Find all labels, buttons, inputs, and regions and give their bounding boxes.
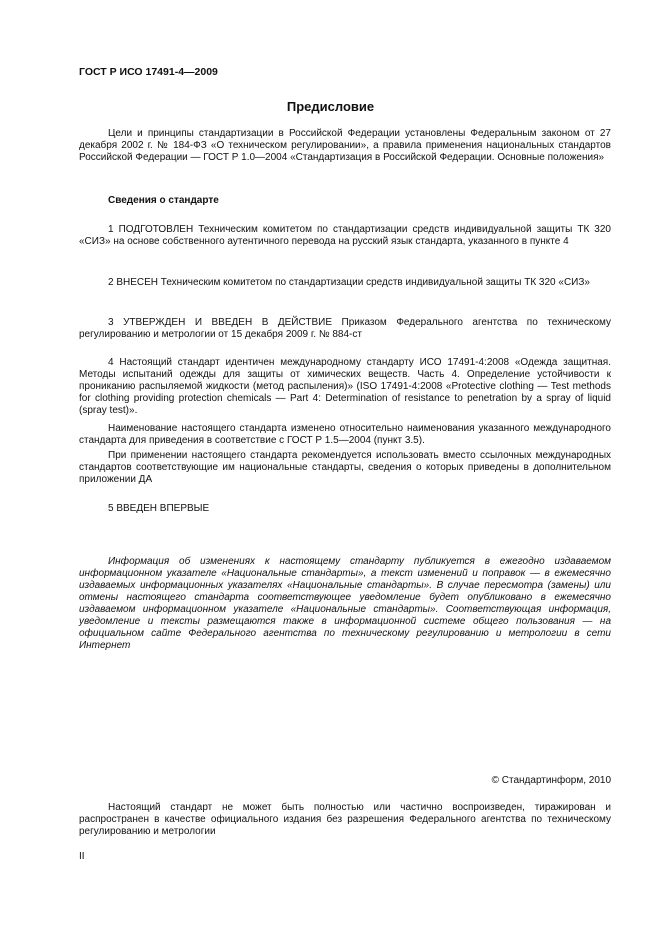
page-number: II (79, 851, 85, 862)
document-code: ГОСТ Р ИСО 17491-4—2009 (79, 66, 218, 78)
reproduction-notice: Настоящий стандарт не может быть полностью или частично воспроизведен, тиражирован и распространен в качестве официального издания без разрешения Федерального агентства по техническому регулированию и метрологии (79, 802, 611, 837)
item-5-introduced: 5 ВВЕДЕН ВПЕРВЫЕ (108, 503, 210, 514)
preface-title: Предисловие (286, 99, 375, 114)
item-2-submitted: 2 ВНЕСЕН Техническим комитетом по стандартизации средств индивидуальной защиты ТК 320 «СИЗ» (108, 277, 590, 288)
item-1-prepared: 1 ПОДГОТОВЛЕН Техническим комитетом по стандартизации средств индивидуальной защиты ТК 320 «СИЗ» на основе собственного аутентичного перевода на русский язык стандарта, указанного в пункте 4 (79, 224, 611, 247)
item-4-note-references: При применении настоящего стандарта рекомендуется использовать вместо ссылочных международных стандартов соответствующие им национальные стандарты, сведения о которых приведены в дополнительном приложении ДА (79, 450, 611, 485)
change-information-notice: Информация об изменениях к настоящему стандарту публикуется в ежегодно издаваемом информационном указателе «Национальные стандарты», а текст изменений и поправок — в ежемесячно издаваемых информационных указателях «Национальные стандарты». В случае пересмотра (замены) или отмены настоящего стандарта соответствующее уведомление будет опубликовано в ежемесячно издаваемом информационном указателе «Национальные стандарты». Соответствующая информация, уведомление и тексты размещаются также в информационной системе общего пользования — на официальном сайте Федерального агентства по техническому регулированию и метрологии в сети Интернет (79, 556, 611, 651)
preface-intro: Цели и принципы стандартизации в Российской Федерации установлены Федеральным законом от 27 декабря 2002 г. № 184-ФЗ «О техническом регулировании», а правила применения национальных стандартов Российской Федерации — ГОСТ Р 1.0—2004 «Стандартизация в Российской Федерации. Основные положения» (79, 128, 611, 163)
copyright: © Стандартинформ, 2010 (491, 775, 611, 786)
item-4-identical: 4 Настоящий стандарт идентичен международному стандарту ИСО 17491-4:2008 «Одежда защитная. Методы испытаний одежды для защиты от химических веществ. Часть 4. Определение устойчивости к прониканию распыляемой жидкости (метод распыления)» (ISO 17491-4:2008 «Protective clothing — Test methods for clothing providing protection chemicals — Part 4: Determination of resistance to penetration by a spray of liquid (spray test)». (79, 357, 611, 416)
section-heading: Сведения о стандарте (108, 195, 219, 206)
item-4-note-title-change: Наименование настоящего стандарта изменено относительно наименования указанного международного стандарта для приведения в соответствие с ГОСТ Р 1.5—2004 (пункт 3.5). (79, 423, 611, 446)
item-3-approved: 3 УТВЕРЖДЕН И ВВЕДЕН В ДЕЙСТВИЕ Приказом Федерального агентства по техническому регулированию и метрологии от 15 декабря 2009 г. № 884-ст (79, 317, 611, 340)
